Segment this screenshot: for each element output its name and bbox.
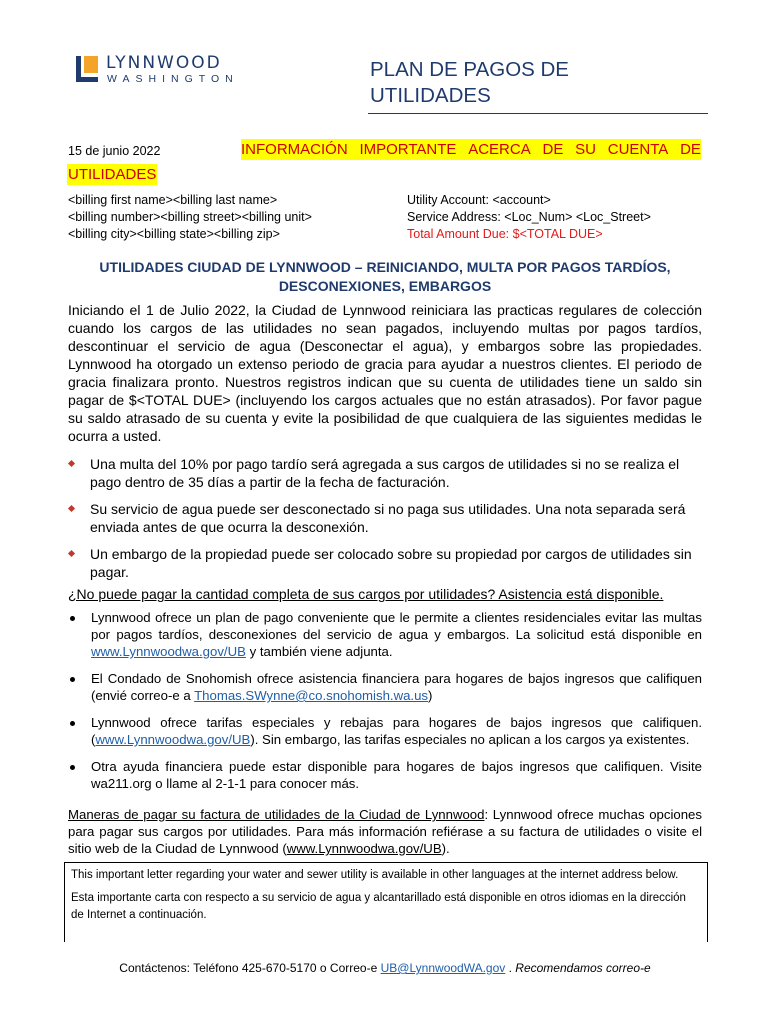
- list-item: Un embargo de la propiedad puede ser colocado sobre su propiedad por cargos de utilidades sin pagar.: [68, 545, 702, 581]
- diamond-bullet-icon: [68, 505, 75, 512]
- important-headline-line2: UTILIDADES: [68, 166, 157, 183]
- title-divider: [368, 113, 708, 114]
- section-heading: UTILIDADES CIUDAD DE LYNNWOOD – REINICIANDO, MULTA POR PAGOS TARDÍOS, DESCONEXIONES, EMBARGOS: [99, 259, 671, 294]
- diamond-bullet-icon: [68, 550, 75, 557]
- important-headline: [241, 139, 701, 160]
- document-title: PLAN DE PAGOS DE UTILIDADES: [370, 58, 569, 107]
- payment-ways-paragraph: Maneras de pagar su factura de utilidades de la Ciudad de Lynnwood: Lynnwood ofrece muchas opciones para pagar sus cargos por utilidades. Para más información refiérase a su factura de utilidades o visite el sitio web de la Ciudad de Lynnwood (www.Lynnwoodwa.gov/UB).: [68, 807, 702, 856]
- logo-mark-icon: [76, 56, 98, 82]
- headline-word: IMPORTANTE: [359, 141, 457, 158]
- intro-paragraph: Iniciando el 1 de Julio 2022, la Ciudad de Lynnwood reiniciara las practicas regulares de colección cuando los cargos de las utilidades no sean pagados, incluyendo multas por pagos tardíos, descontinuar el servicio de agua (Desconectar el agua), y embargos sobre las propiedades. Lynnwood ha otorgado un extenso periodo de gracia para ayudar a nuestros clientes. El periodo de gracia finalizara pronto. Nuestros registros indican que su cuenta de utilidades tiene un saldo sin pagar de $<TOTAL DUE> (incluyendo los cargos actuales que no están atrasados). Por favor pague su saldo atrasado de su cuenta y evite la posibilidad de que cualquiera de las siguientes medidas le ocurra a usted.: [68, 302, 702, 444]
- list-item: Su servicio de agua puede ser desconectado si no paga sus utilidades. Una nota separada será enviada antes de que ocurra la desconexión.: [68, 500, 702, 536]
- language-notice-box: [64, 862, 708, 942]
- bullet-icon: [70, 616, 75, 621]
- bullet-icon: [70, 677, 75, 682]
- logo-name: LYNNWOOD: [106, 53, 222, 73]
- payment-ways-heading: Maneras de pagar su factura de utilidades de la Ciudad de Lynnwood: [68, 807, 485, 822]
- list-item: Lynnwood ofrece tarifas especiales y rebajas para hogares de bajos ingresos que califiquen. (www.Lynnwoodwa.gov/UB). Sin embargo, las tarifas especiales no aplican a los cargos ya existentes.: [68, 714, 702, 748]
- headline-word: CUENTA: [607, 141, 669, 158]
- billing-name: <billing first name><billing last name>: [68, 193, 278, 207]
- billing-address: [68, 192, 312, 243]
- billing-street: <billing number><billing street><billing unit>: [68, 210, 312, 224]
- list-item: Lynnwood ofrece un plan de pago conveniente que le permite a clientes residenciales evitar las multas por pagos tardíos, desconexiones del servicio de agua y embargos. La solicitud está disponible en www.Lynnwoodwa.gov/UB y también viene adjunta.: [68, 609, 702, 660]
- assistance-list: [68, 609, 702, 802]
- bullet-icon: [70, 765, 75, 770]
- list-item: El Condado de Snohomish ofrece asistencia financiera para hogares de bajos ingresos que califiquen (envié correo-e a Thomas.SWynne@co.snohomish.wa.us): [68, 670, 702, 704]
- headline-word: DE: [680, 141, 701, 158]
- letter-date: 15 de junio 2022: [68, 144, 161, 158]
- special-rates-link[interactable]: www.Lynnwoodwa.gov/UB: [95, 732, 251, 747]
- payment-plan-link[interactable]: www.Lynnwoodwa.gov/UB: [91, 644, 246, 659]
- headline-word: DE: [542, 141, 564, 158]
- account-info: [407, 192, 651, 243]
- list-item: Una multa del 10% por pago tardío será agregada a sus cargos de utilidades si no se realiza el pago dentro de 35 días a partir de la fecha de facturación.: [68, 455, 702, 491]
- consequences-list: [68, 455, 702, 590]
- headline-word: INFORMACIÓN: [241, 141, 348, 158]
- utility-account: Utility Account: <account>: [407, 193, 551, 207]
- diamond-bullet-icon: [68, 460, 75, 467]
- notice-english: This important letter regarding your water and sewer utility is available in other languages at the internet address below.: [71, 869, 679, 881]
- headline-word: SU: [575, 141, 596, 158]
- city-website-link[interactable]: www.Lynnwoodwa.gov/UB: [286, 841, 442, 856]
- contact-footer: Contáctenos: Teléfono 425-670-5170 o Correo-e UB@LynnwoodWA.gov . Recomendamos correo-e: [119, 961, 651, 975]
- city-logo: [76, 53, 276, 90]
- bullet-icon: [70, 721, 75, 726]
- snohomish-email-link[interactable]: Thomas.SWynne@co.snohomish.wa.us: [194, 688, 429, 703]
- assistance-question: ¿No puede pagar la cantidad completa de sus cargos por utilidades? Asistencia está disponible.: [68, 586, 664, 602]
- contact-email-link[interactable]: UB@LynnwoodWA.gov: [380, 961, 506, 975]
- total-amount-due: Total Amount Due: $<TOTAL DUE>: [407, 227, 603, 241]
- service-address: Service Address: <Loc_Num> <Loc_Street>: [407, 210, 651, 224]
- billing-city: <billing city><billing state><billing zip>: [68, 227, 280, 241]
- logo-subtitle: WASHINGTON: [107, 73, 239, 85]
- list-item: Otra ayuda financiera puede estar disponible para hogares de bajos ingresos que califiquen. Visite wa211.org o llame al 2-1-1 para conocer más.: [68, 758, 702, 792]
- headline-word: ACERCA: [468, 141, 531, 158]
- notice-spanish: Esta importante carta con respecto a su servicio de agua y alcantarillado está disponible en otros idiomas en la dirección de Internet a continuación.: [71, 892, 686, 921]
